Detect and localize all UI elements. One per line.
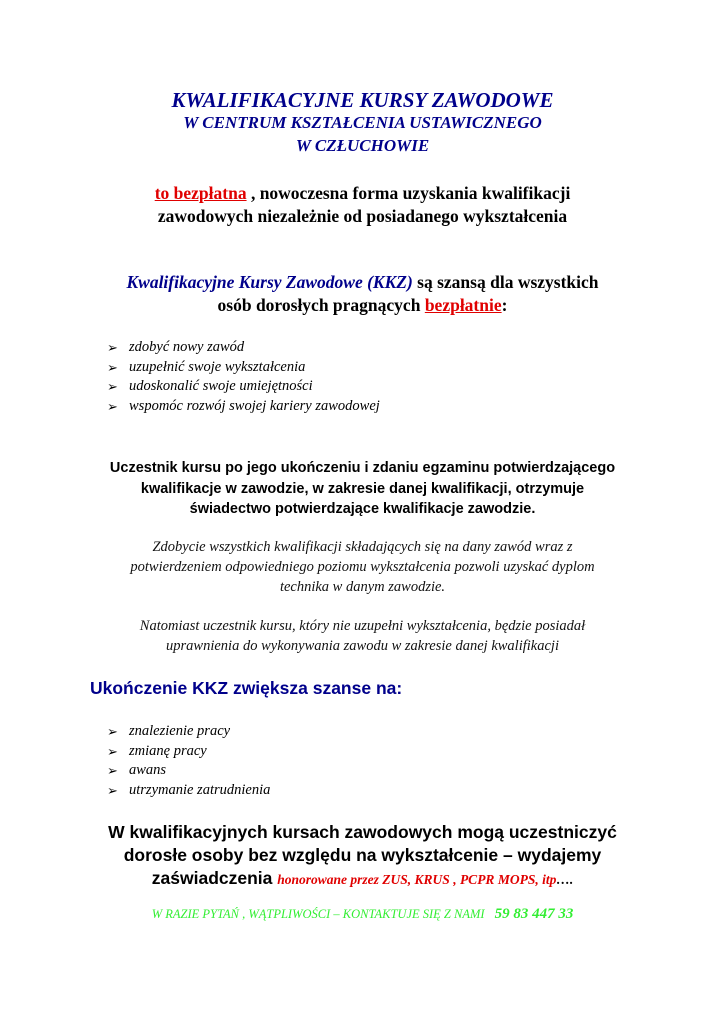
kkz-free-highlight: bezpłatnie [424, 295, 502, 315]
list-item [107, 377, 380, 397]
subtitle-line1: W CENTRUM KSZTAŁCENIA USTAWICZNEGO [183, 113, 542, 132]
ellipsis: …. [556, 872, 574, 887]
rights-line2: uprawnienia do wykonywania zawodu w zakresie danej kwalifikacji [166, 638, 559, 654]
kkz-paragraph [60, 271, 665, 317]
list-item [107, 742, 270, 762]
list-item [107, 358, 380, 378]
diploma-paragraph [60, 537, 665, 597]
arrow-bullet-icon: ➢ [107, 398, 118, 414]
diploma-line3: technika w danym zawodzie. [279, 579, 446, 595]
certificate-line1: Uczestnik kursu po jego ukończeniu i zdaniu egzaminu potwierdzającego [109, 460, 616, 476]
free-highlight: to bezpłatna [154, 183, 247, 203]
list-item-text: wspomóc rozwój swojej kariery zawodowej [129, 397, 380, 414]
list-item [107, 397, 380, 417]
list-item-text: utrzymanie zatrudnienia [129, 781, 271, 798]
phone-number: 59 83 447 33 [494, 906, 574, 922]
intro-line1-rest: , nowoczesna forma uzyskania kwalifikacji [246, 183, 571, 203]
arrow-bullet-icon: ➢ [107, 379, 118, 394]
certificate-line3: świadectwo potwierdzające kwalifikacje zawodzie. [189, 501, 536, 517]
chances-heading: Ukończenie KKZ zwiększa szanse na: [90, 678, 403, 698]
diploma-line2: potwierdzeniem odpowiedniego poziomu wykształcenia pozwoli uzyskać dyplom [130, 559, 595, 575]
list-item-text: awans [129, 762, 167, 778]
list-item-text: udoskonalić swoje umiejętności [129, 378, 313, 394]
contact-text: W RAZIE PYTAŃ , WĄTPLIWOŚCI – KONTAKTUJE SIĘ Z NAMI [151, 907, 485, 921]
arrow-bullet-icon: ➢ [107, 340, 118, 355]
diploma-line1: Zdobycie wszystkich kwalifikacji składających się na dany zawód wraz z [152, 539, 573, 555]
list-item [107, 722, 270, 742]
arrow-bullet-icon: ➢ [107, 743, 118, 759]
closing-paragraph [60, 821, 665, 891]
closing-line3: zaświadczenia [151, 868, 278, 888]
kkz-text1: są szansą dla wszystkich [412, 272, 599, 292]
kkz-colon: : [501, 295, 508, 315]
subtitle-line2: W CZŁUCHOWIE [295, 136, 430, 155]
rights-paragraph [60, 616, 665, 656]
rights-line1: Natomiast uczestnik kursu, który nie uzupełni wykształcenia, będzie posiadał [139, 618, 586, 634]
list-item-text: znalezienie pracy [129, 723, 231, 739]
arrow-bullet-icon: ➢ [107, 359, 118, 375]
closing-line1: W kwalifikacyjnych kursach zawodowych mogą uczestniczyć [108, 822, 617, 842]
honored-by-text: honorowane przez ZUS, KRUS , PCPR MOPS, itp [277, 872, 557, 887]
kkz-name: Kwalifikacyjne Kursy Zawodowe (KKZ) [126, 272, 413, 292]
certificate-line2: kwalifikacje w zawodzie, w zakresie danej kwalifikacji, otrzymuje [140, 480, 585, 497]
list-item [107, 761, 270, 781]
contact-line [0, 906, 725, 923]
intro-paragraph [60, 182, 665, 228]
arrow-bullet-icon: ➢ [107, 782, 118, 798]
list-item-text: zmianę pracy [129, 742, 207, 759]
list-item-text: uzupełnić swoje wykształcenia [129, 358, 306, 375]
list-item [107, 338, 380, 358]
certificate-paragraph [60, 458, 665, 520]
intro-line2: zawodowych niezależnie od posiadanego wykształcenia [157, 206, 568, 226]
list-item-text: zdobyć nowy zawód [129, 339, 245, 355]
benefits-list [107, 338, 380, 416]
kkz-text2: osób dorosłych pragnących [217, 295, 425, 315]
main-title: KWALIFIKACYJNE KURSY ZAWODOWE [171, 88, 554, 112]
closing-line2: dorosłe osoby bez względu na wykształcenie – wydajemy [123, 845, 602, 865]
arrow-bullet-icon: ➢ [107, 763, 118, 778]
arrow-bullet-icon: ➢ [107, 724, 118, 739]
chances-list [107, 722, 270, 800]
list-item [107, 781, 270, 801]
